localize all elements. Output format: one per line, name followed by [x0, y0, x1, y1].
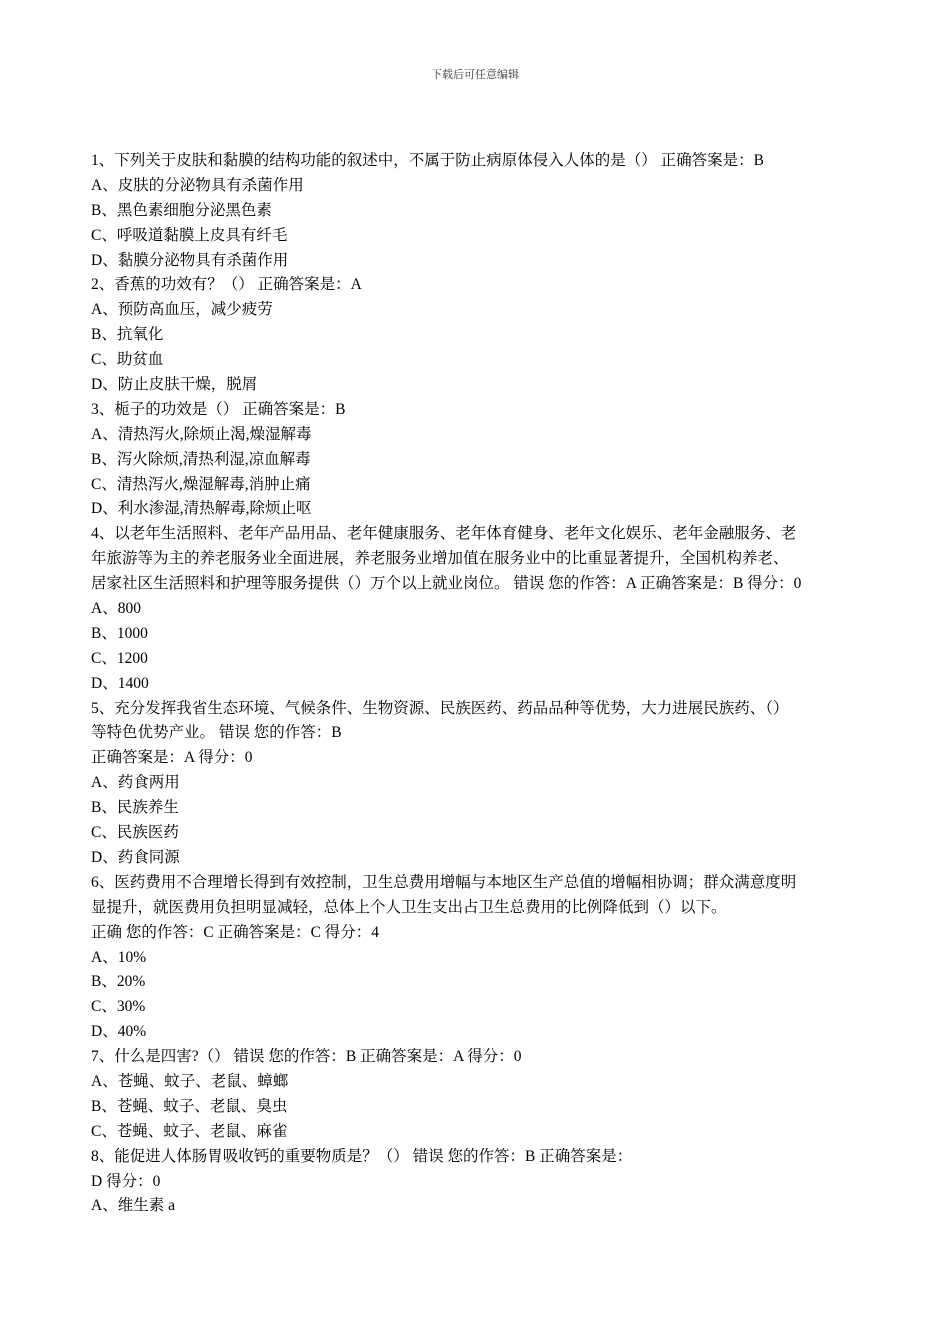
question-text-line: 正确 您的作答：C 正确答案是：C 得分：4	[91, 923, 380, 941]
question-text-line: 4、以老年生活照料、老年产品用品、老年健康服务、老年体育健身、老年文化娱乐、老年金融服务、老	[91, 525, 797, 543]
question-text-line: 正确答案是：A 得分：0	[91, 749, 253, 767]
answer-option: B、20%	[91, 973, 146, 991]
answer-option: B、苍蝇、蚊子、老鼠、臭虫	[91, 1097, 288, 1115]
question-list	[91, 149, 863, 1219]
question-text-line: 显提升，就医费用负担明显减轻，总体上个人卫生支出占卫生总费用的比例降低到（）以下。	[91, 898, 727, 916]
answer-option: D、利水渗湿,清热解毒,除烦止呕	[91, 500, 312, 518]
question-4	[91, 522, 863, 696]
answer-option: A、维生素 a	[91, 1197, 175, 1215]
question-text-line: 3、栀子的功效是（） 正确答案是：B	[91, 400, 346, 418]
question-text-line: 7、什么是四害?（） 错误 您的作答：B 正确答案是：A 得分：0	[91, 1048, 522, 1066]
answer-option: B、抗氧化	[91, 326, 164, 344]
answer-option: C、助贫血	[91, 351, 164, 369]
question-text-line: 等特色优势产业。 错误 您的作答：B	[91, 724, 342, 742]
answer-option: A、苍蝇、蚊子、老鼠、蟑螂	[91, 1072, 289, 1090]
question-5	[91, 697, 863, 871]
question-text-line: 5、充分发挥我省生态环境、气候条件、生物资源、民族医药、药品品种等优势，大力进展民族药、（）	[91, 699, 789, 717]
answer-option: D、1400	[91, 674, 149, 692]
answer-option: B、1000	[91, 624, 148, 642]
answer-option: A、皮肤的分泌物具有杀菌作用	[91, 176, 304, 194]
answer-option: A、预防高血压，减少疲劳	[91, 301, 273, 319]
question-8	[91, 1145, 863, 1220]
answer-option: C、苍蝇、蚊子、老鼠、麻雀	[91, 1122, 288, 1140]
question-text-line: 8、能促进人体肠胃吸收钙的重要物质是？（） 错误 您的作答：B 正确答案是：	[91, 1147, 633, 1165]
question-text-line: 6、医药费用不合理增长得到有效控制，卫生总费用增幅与本地区生产总值的增幅相协调；群众满意度明	[91, 873, 797, 891]
answer-option: A、清热泻火,除烦止渴,燥湿解毒	[91, 425, 312, 443]
answer-option: C、1200	[91, 649, 148, 667]
answer-option: A、10%	[91, 948, 147, 966]
answer-option: D、40%	[91, 1023, 147, 1041]
question-3	[91, 398, 863, 522]
answer-option: B、泻火除烦,清热利湿,凉血解毒	[91, 450, 311, 468]
question-text-line: D 得分：0	[91, 1172, 161, 1190]
question-text-line: 居家社区生活照料和护理等服务提供（）万个以上就业岗位。 错误 您的作答：A 正确答案是：B 得分：0	[91, 575, 802, 593]
answer-option: A、药食两用	[91, 774, 180, 792]
page-header: 下载后可任意编辑	[431, 68, 519, 81]
answer-option: B、民族养生	[91, 799, 179, 817]
question-2	[91, 273, 863, 397]
answer-option: C、清热泻火,燥湿解毒,消肿止痛	[91, 475, 311, 493]
answer-option: C、民族医药	[91, 824, 179, 842]
answer-option: A、800	[91, 600, 141, 618]
question-6	[91, 871, 863, 1045]
question-text-line: 1、下列关于皮肤和黏膜的结构功能的叙述中，不属于防止病原体侵入人体的是（） 正确答案是：B	[91, 152, 764, 169]
question-text-line: 年旅游等为主的养老服务业全面进展，养老服务业增加值在服务业中的比重显著提升，全国机构养老、	[91, 550, 789, 568]
question-text-line: 2、香蕉的功效有？（） 正确答案是：A	[91, 276, 362, 294]
answer-option: C、呼吸道黏膜上皮具有纤毛	[91, 226, 288, 244]
question-1	[91, 149, 863, 273]
answer-option: B、黑色素细胞分泌黑色素	[91, 201, 272, 219]
answer-option: D、药食同源	[91, 848, 180, 866]
answer-option: C、30%	[91, 998, 146, 1016]
answer-option: D、黏膜分泌物具有杀菌作用	[91, 251, 289, 269]
answer-option: D、防止皮肤干燥，脱屑	[91, 376, 258, 394]
question-7	[91, 1045, 863, 1145]
